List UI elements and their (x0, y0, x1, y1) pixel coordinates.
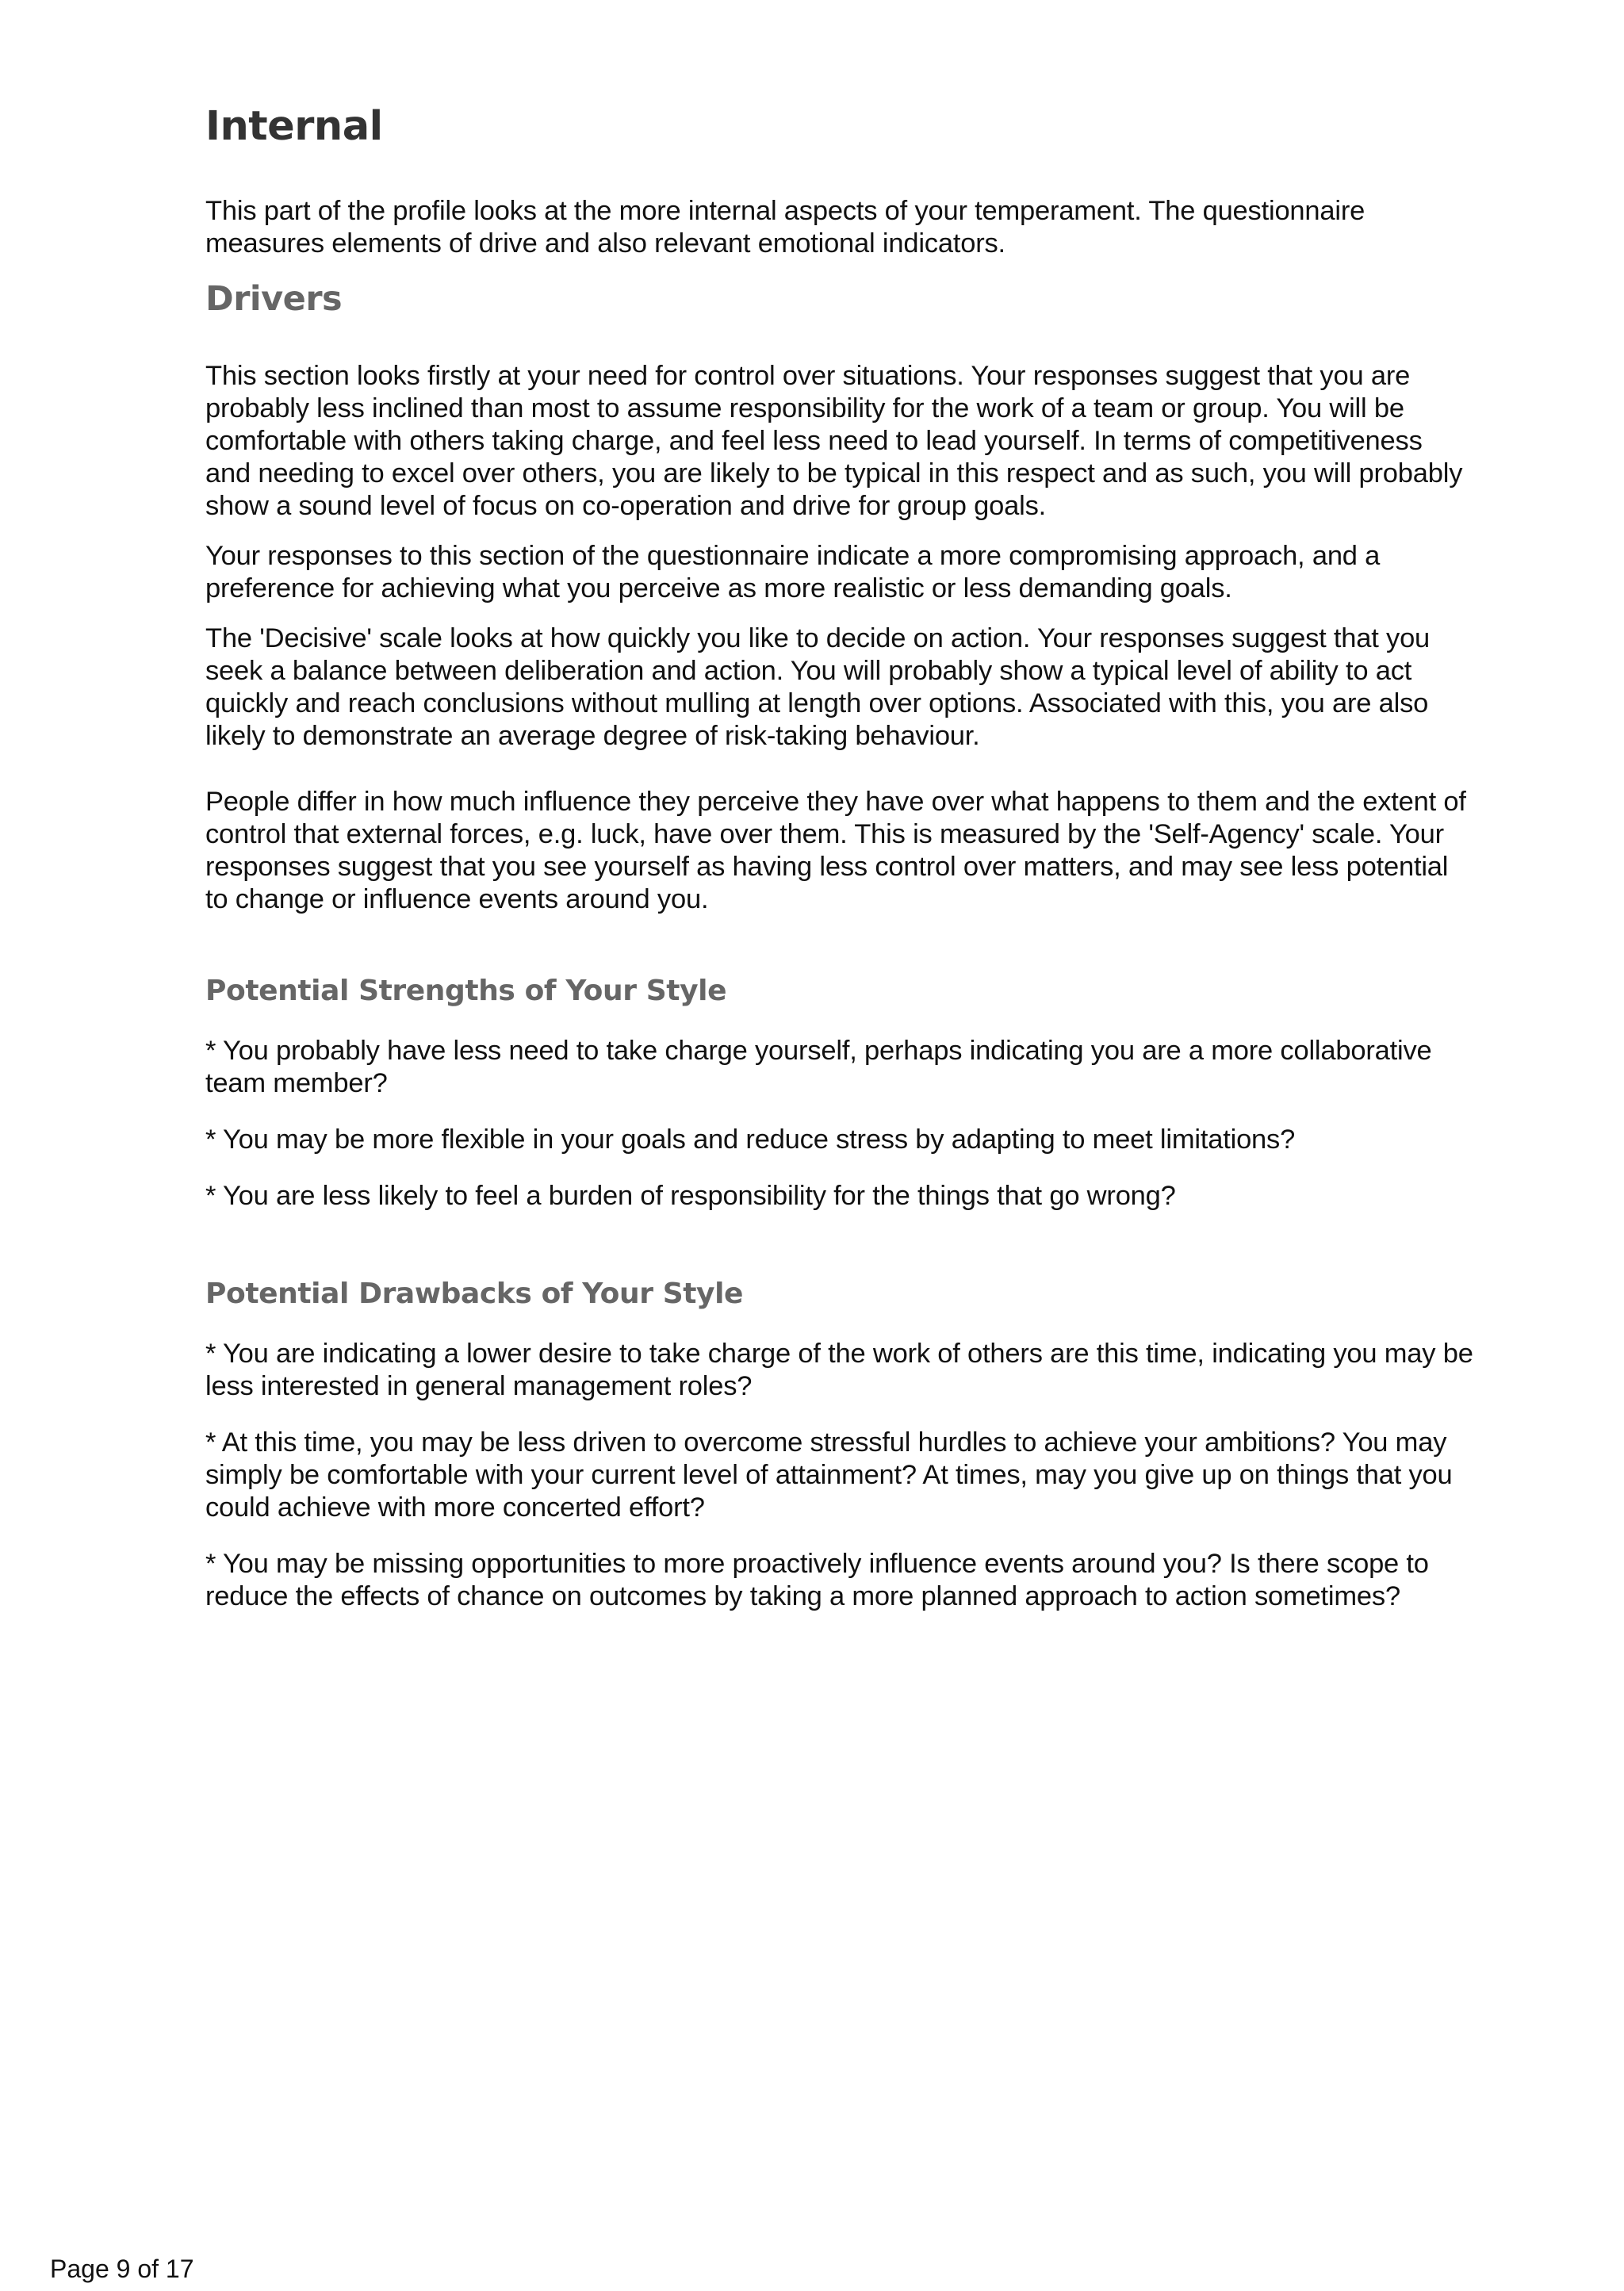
strength-item: * You probably have less need to take charge yourself, perhaps indicating you are a more collaborative team member? (205, 1036, 1432, 1098)
drivers-heading: Drivers (205, 279, 343, 319)
drawback-item: * You are indicating a lower desire to take charge of the work of others are this time, indicating you may be less interested in general management roles? (205, 1339, 1473, 1401)
spacer (205, 1236, 1474, 1276)
drawback-item: * You may be missing opportunities to more proactively influence events around you? Is there scope to reduce the effects of chance on outcomes by taking a more planned approach to action sometimes? (205, 1549, 1429, 1611)
drivers-paragraph: This section looks firstly at your need for control over situations. Your responses suggest that you are probably less inclined than most to assume responsibility for the work of a team or group. You will be comfortable with others taking charge, and feel less need to lead yourself. In terms of competitiveness and needing to excel over others, you are likely to be typical in this respect and as such, you will probably show a sound level of focus on co-operation and drive for group goals. (205, 361, 1463, 521)
drivers-paragraph: Your responses to this section of the questionnaire indicate a more compromising approach, and a preference for achieving what you perceive as more realistic or less demanding goals. (205, 541, 1381, 603)
strength-item: * You are less likely to feel a burden of responsibility for the things that go wrong? (205, 1181, 1176, 1211)
spacer (205, 933, 1474, 973)
page-number: Page 9 of 17 (50, 2255, 194, 2283)
strength-item: * You may be more flexible in your goals and reduce stress by adapting to meet limitations? (205, 1124, 1296, 1155)
drivers-paragraph: People differ in how much influence they perceive they have over what happens to them and the extent of control that external forces, e.g. luck, have over them. This is measured by the 'Self-Agency' scale. Your responses suggest that you see yourself as having less control over matters, and may see less potential to change or influence events around you. (205, 787, 1466, 914)
strengths-heading: Potential Strengths of Your Style (205, 975, 727, 1007)
page-content (205, 102, 1474, 1637)
page-title: Internal (205, 103, 383, 150)
drawback-item: * At this time, you may be less driven to overcome stressful hurdles to achieve your ambitions? You may simply be comfortable with your current level of attainment? At times, may you give up on things that you could achieve with more concerted effort? (205, 1427, 1453, 1523)
drivers-paragraph: The 'Decisive' scale looks at how quickly you like to decide on action. Your responses suggest that you seek a balance between deliberation and action. You will probably show a typical level of ability to act quickly and reach conclusions without mulling at length over options. Associated with this, you are also likely to demonstrate an average degree of risk-taking behaviour. (205, 623, 1431, 751)
intro-paragraph: This part of the profile looks at the more internal aspects of your temperament. The questionnaire measures elements of drive and also relevant emotional indicators. (205, 196, 1365, 259)
spacer (205, 770, 1474, 786)
drawbacks-heading: Potential Drawbacks of Your Style (205, 1278, 744, 1310)
